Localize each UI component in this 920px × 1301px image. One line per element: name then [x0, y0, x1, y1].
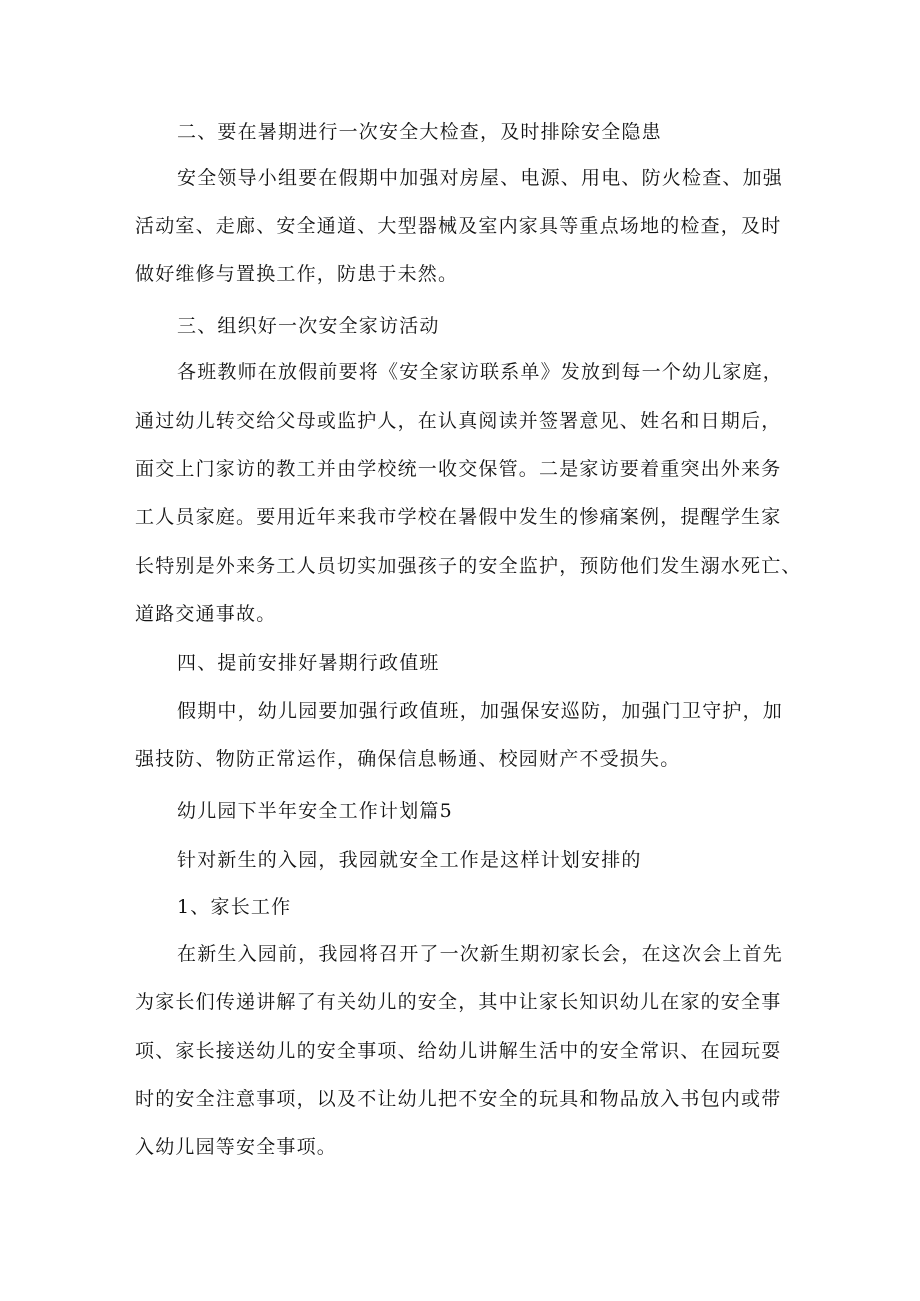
- paragraph-line: 道路交通事故。: [135, 603, 277, 625]
- paragraph-line: 入幼儿园等安全事项。: [135, 1136, 338, 1158]
- paragraph-line: 安全领导小组要在假期中加强对房屋、电源、用电、防火检查、加强: [177, 167, 784, 189]
- section-heading-4: 四、提前安排好暑期行政值班: [177, 652, 440, 674]
- paragraph-line: 通过幼儿转交给父母或监护人，在认真阅读并签署意见、姓名和日期后，: [135, 410, 782, 432]
- article-title: 幼儿园下半年安全工作计划篇5: [177, 800, 453, 822]
- paragraph-line: 活动室、走廊、安全通道、大型器械及室内家具等重点场地的检查，及时: [135, 215, 782, 237]
- paragraph-line: 时的安全注意事项，以及不让幼儿把不安全的玩具和物品放入书包内或带: [135, 1088, 782, 1110]
- section-heading-1: 1、家长工作: [177, 896, 292, 918]
- paragraph-line: 面交上门家访的教工并由学校统一收交保管。二是家访要着重突出外来务: [135, 458, 782, 480]
- section-heading-2: 二、要在暑期进行一次安全大检查，及时排除安全隐患: [177, 121, 662, 143]
- paragraph-line: 做好维修与置换工作，防患于未然。: [135, 263, 459, 285]
- paragraph-line: 项、家长接送幼儿的安全事项、给幼儿讲解生活中的安全常识、在园玩耍: [135, 1040, 782, 1062]
- paragraph-line: 针对新生的入园，我园就安全工作是这样计划安排的: [177, 849, 642, 871]
- paragraph-line: 在新生入园前，我园将召开了一次新生期初家长会，在这次会上首先: [177, 943, 784, 965]
- paragraph-line: 工人员家庭。要用近年来我市学校在暑假中发生的惨痛案例，提醒学生家: [135, 506, 782, 528]
- paragraph-line: 假期中，幼儿园要加强行政值班，加强保安巡防，加强门卫守护，加: [177, 700, 784, 722]
- section-heading-3: 三、组织好一次安全家访活动: [177, 315, 440, 337]
- paragraph-line: 长特别是外来务工人员切实加强孩子的安全监护，预防他们发生溺水死亡、: [135, 555, 802, 577]
- paragraph-line: 强技防、物防正常运作，确保信息畅通、校园财产不受损失。: [135, 748, 681, 770]
- paragraph-line: 为家长们传递讲解了有关幼儿的安全，其中让家长知识幼儿在家的安全事: [135, 991, 782, 1013]
- paragraph-line: 各班教师在放假前要将《安全家访联系单》发放到每一个幼儿家庭，: [177, 361, 784, 383]
